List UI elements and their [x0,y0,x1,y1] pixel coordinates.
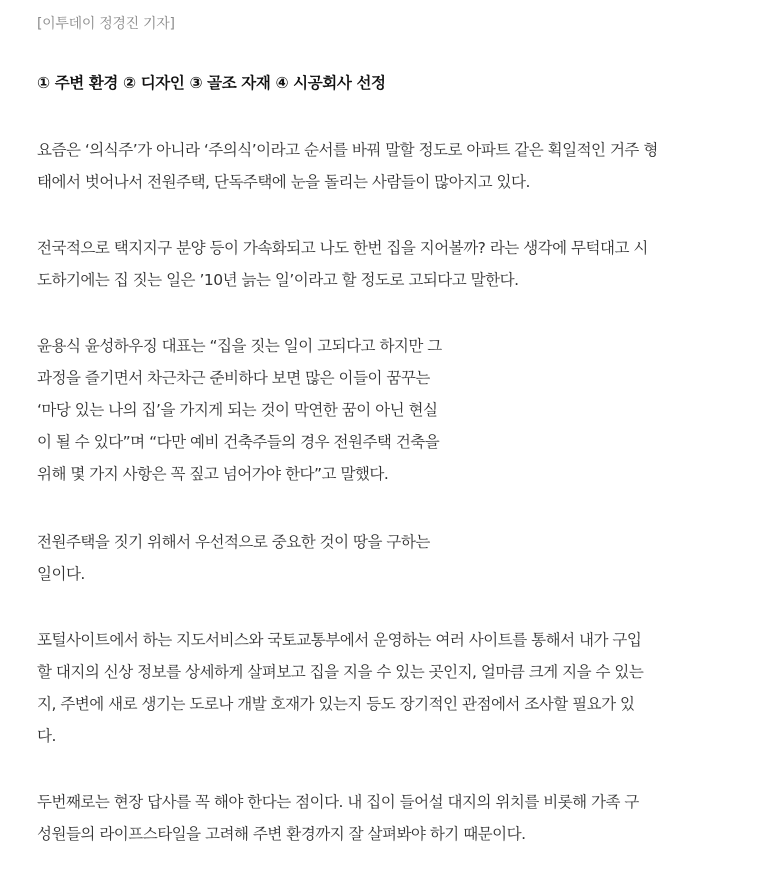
reporter-byline: [이투데이 정경진 기자] [37,16,175,32]
paragraph-line: 두번째로는 현장 답사를 꼭 해야 한다는 점이다. 내 집이 들어설 대지의 위치를 비롯해 가족 구 [37,793,639,811]
paragraph-line: ‘마당 있는 나의 집’을 가지게 되는 것이 막연한 꿈이 아닌 현실 [37,401,438,419]
paragraph-line: 성원들의 라이프스타일을 고려해 주변 환경까지 잘 살펴봐야 하기 때문이다. [37,825,526,843]
paragraph-line: 위해 몇 가지 사항은 꼭 짚고 넘어가야 한다”고 말했다. [37,465,389,483]
paragraph-line: 요즘은 ‘의식주’가 아니라 ‘주의식’이라고 순서를 바꿔 말할 정도로 아파트 같은 획일적인 거주 형 [37,141,658,159]
paragraph-3-quote [37,330,442,490]
paragraph-line: 윤용식 윤성하우징 대표는 “집을 짓는 일이 고되다고 하지만 그 [37,337,442,355]
paragraph-line: 할 대지의 신상 정보를 상세하게 살펴보고 집을 지을 수 있는 곳인지, 얼마큼 크게 지을 수 있는 [37,663,644,681]
paragraph-1 [37,134,658,198]
article-subheading: ① 주변 환경 ② 디자인 ③ 골조 자재 ④ 시공회사 선정 [37,74,386,92]
paragraph-2 [37,232,648,296]
paragraph-5 [37,624,643,752]
paragraph-line: 태에서 벗어나서 전원주택, 단독주택에 눈을 돌리는 사람들이 많아지고 있다. [37,173,530,191]
paragraph-line: 도하기에는 집 짓는 일은 ’10년 늙는 일’이라고 할 정도로 고되다고 말한다. [37,271,519,289]
paragraph-4 [37,526,430,590]
paragraph-line: 전국적으로 택지지구 분양 등이 가속화되고 나도 한번 집을 지어볼까? 라는 생각에 무턱대고 시 [37,239,648,257]
paragraph-line: 다. [37,727,56,745]
paragraph-line: 이 될 수 있다”며 “다만 예비 건축주들의 경우 전원주택 건축을 [37,433,440,451]
paragraph-line: 포털사이트에서 하는 지도서비스와 국토교통부에서 운영하는 여러 사이트를 통해서 내가 구입 [37,631,642,649]
paragraph-line: 일이다. [37,565,85,583]
paragraph-6 [37,786,639,850]
paragraph-line: 전원주택을 짓기 위해서 우선적으로 중요한 것이 땅을 구하는 [37,533,430,551]
paragraph-line: 과정을 즐기면서 차근차근 준비하다 보면 많은 이들이 꿈꾸는 [37,369,430,387]
paragraph-line: 지, 주변에 새로 생기는 도로나 개발 호재가 있는지 등도 장기적인 관점에서 조사할 필요가 있 [37,695,635,713]
